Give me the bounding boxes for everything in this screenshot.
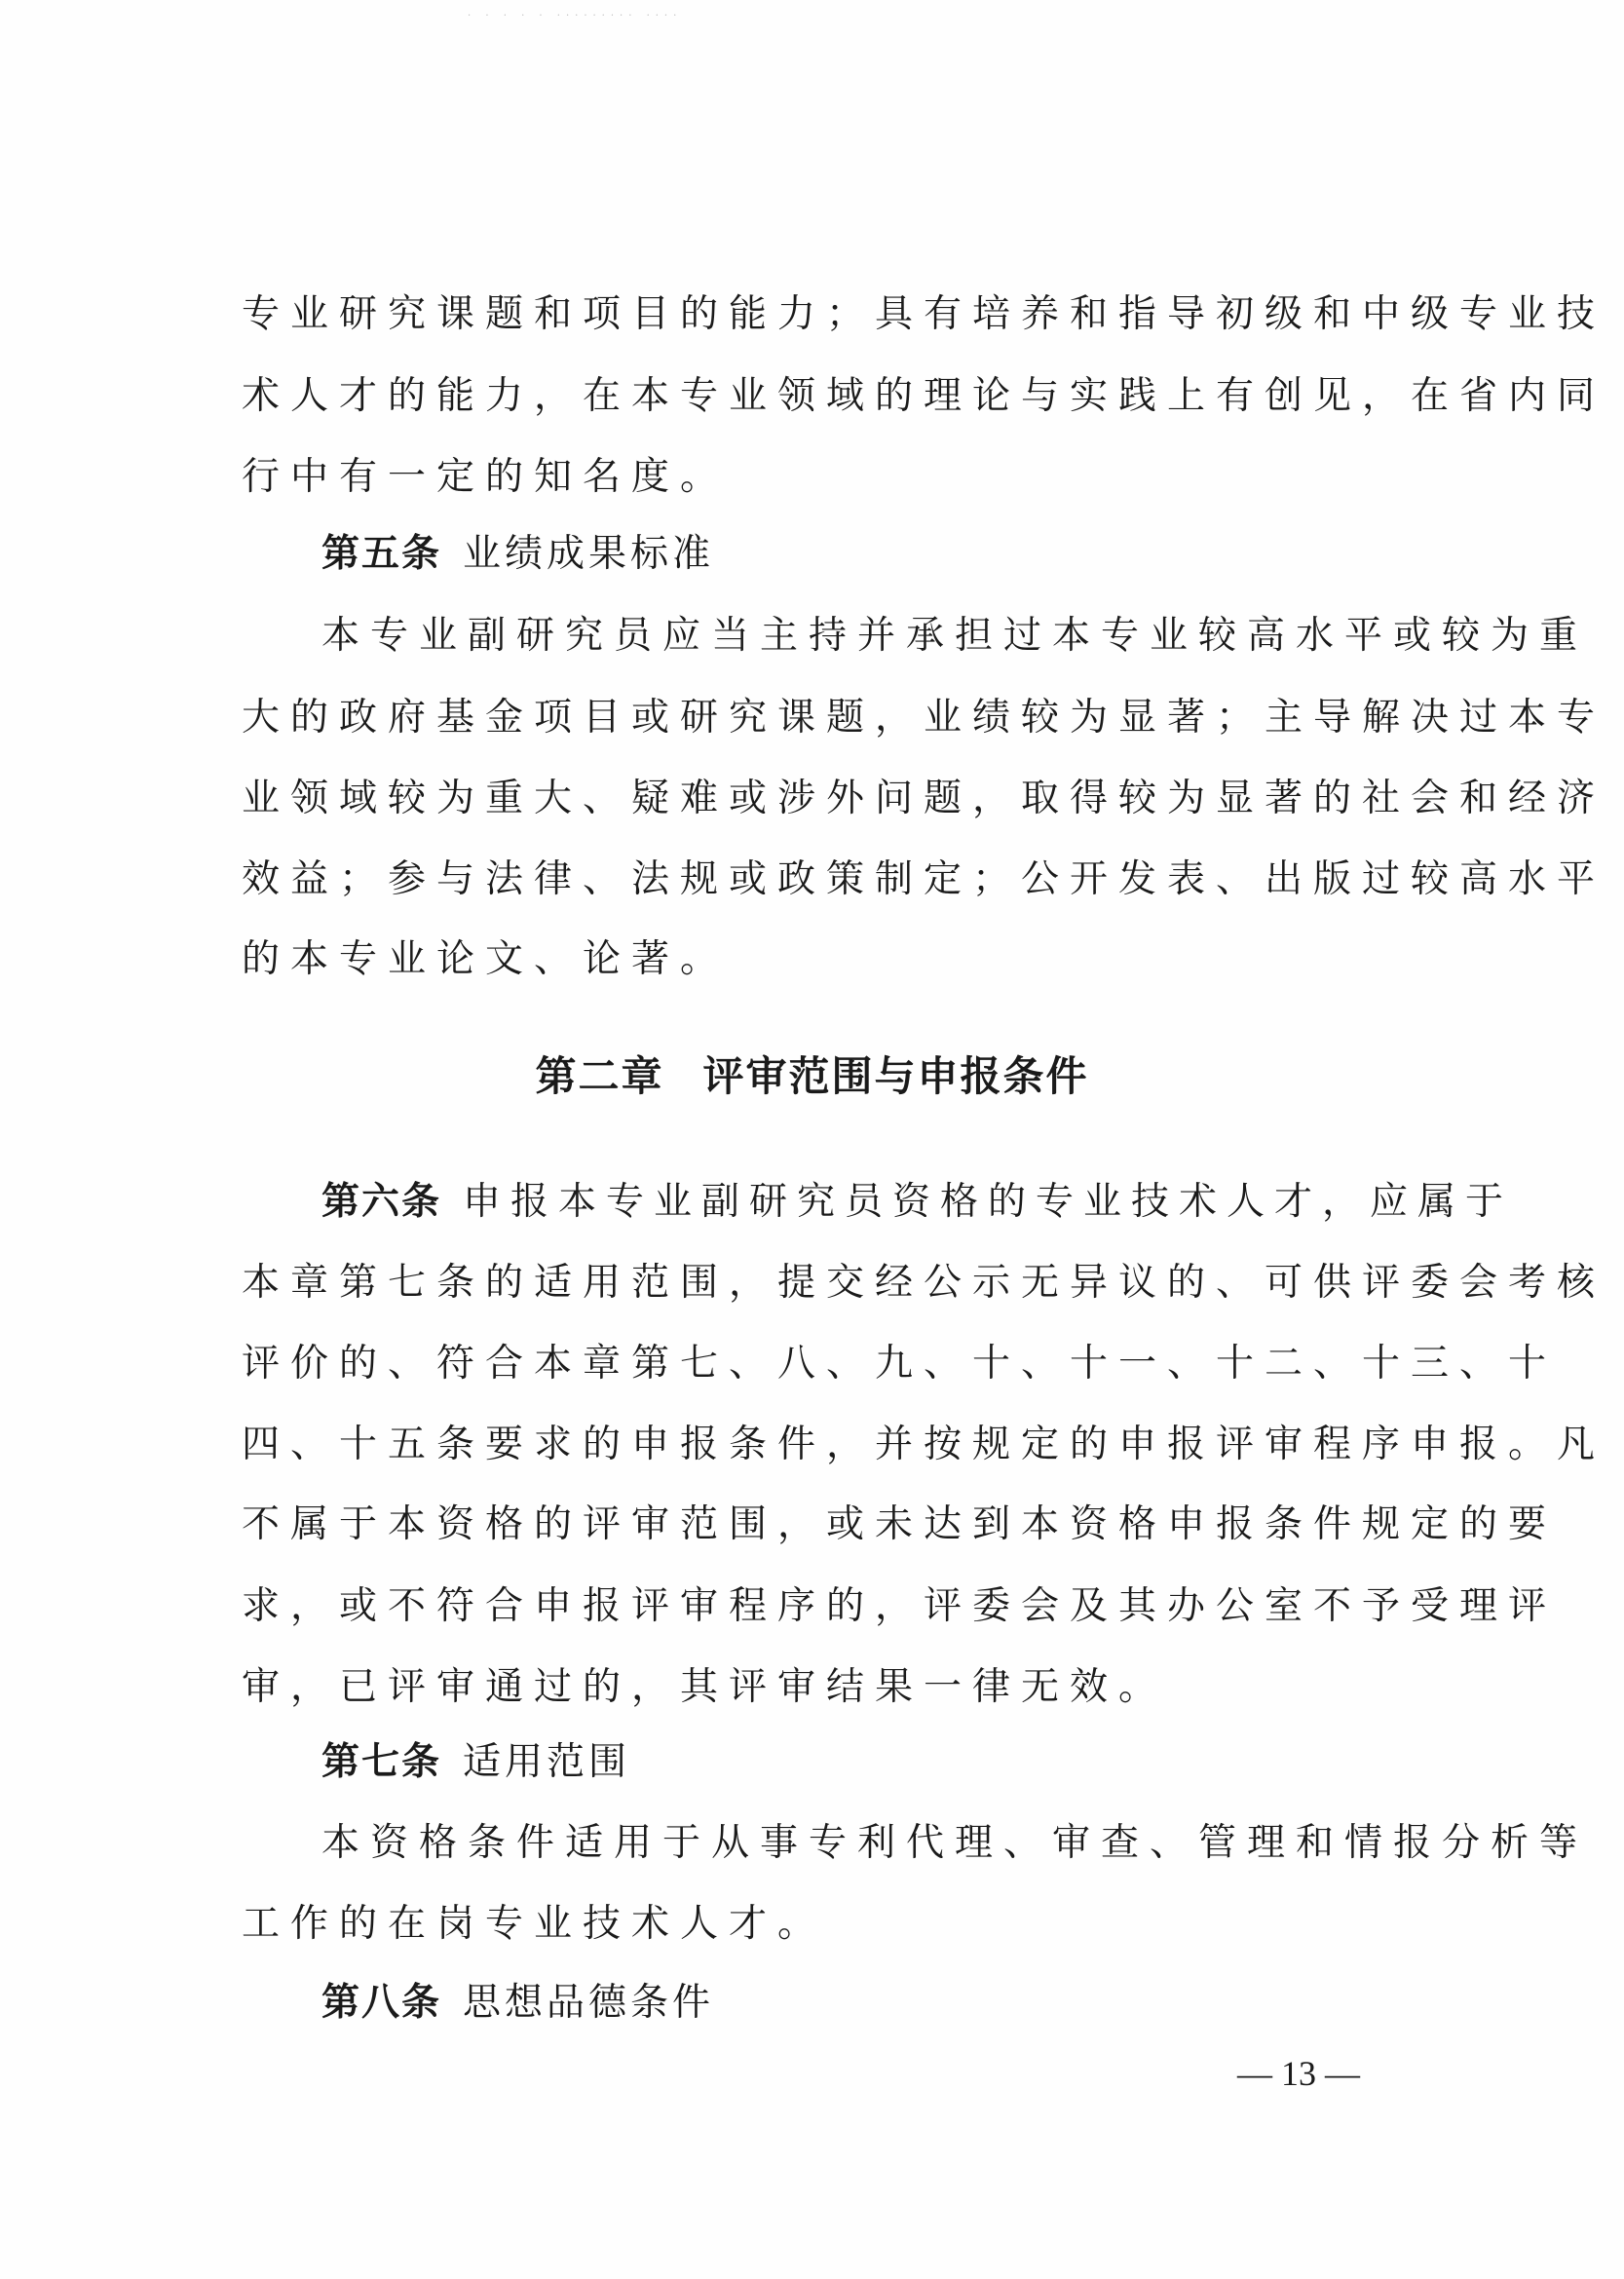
paragraph-line: 术人才的能力，在本专业领域的理论与实践上有创见，在省内同 [242, 374, 1606, 418]
article-6-number: 第六条 [321, 1179, 442, 1224]
article-8-title: 思想品德条件 [463, 1981, 715, 2025]
article-8-number: 第八条 [321, 1980, 442, 2025]
paragraph-line: 本章第七条的适用范围，提交经公示无异议的、可供评委会考核 [242, 1261, 1606, 1305]
chapter-heading [0, 1049, 1624, 1104]
paragraph-line: 大的政府基金项目或研究课题，业绩较为显著；主导解决过本专 [242, 696, 1606, 740]
paragraph-line: 业领域较为重大、疑难或涉外问题，取得较为显著的社会和经济 [242, 777, 1606, 820]
chapter-number: 第二章 [535, 1052, 664, 1100]
paragraph-line: 本专业副研究员应当主持并承担过本专业较高水平或较为重 [321, 614, 1589, 658]
article-5-title: 业绩成果标准 [463, 532, 715, 576]
page-number: — 13 — [1237, 2054, 1360, 2093]
article-6-first-line: 申报本专业副研究员资格的专业技术人才，应属于 [463, 1180, 1514, 1224]
chapter-title: 评审范围与申报条件 [702, 1052, 1089, 1100]
paragraph-line: 效益；参与法律、法规或政策制定；公开发表、出版过较高水平 [242, 857, 1606, 901]
paragraph-line: 评价的、符合本章第七、八、九、十、十一、十二、十三、十 [242, 1342, 1558, 1386]
article-5-number: 第五条 [321, 531, 442, 576]
article-7-heading [321, 1737, 1520, 1787]
article-8-heading [321, 1978, 1520, 2028]
paragraph-line: 的本专业论文、论著。 [242, 937, 730, 981]
paragraph-line: 审，已评审通过的，其评审结果一律无效。 [242, 1665, 1168, 1709]
paragraph-line: 行中有一定的知名度。 [242, 455, 730, 499]
paragraph-line: 求，或不符合申报评审程序的，评委会及其办公室不予受理评 [242, 1584, 1558, 1628]
paragraph-line: 四、十五条要求的申报条件，并按规定的申报评审程序申报。凡 [242, 1423, 1606, 1466]
paragraph-line: 专业研究课题和项目的能力；具有培养和指导初级和中级专业技 [242, 292, 1606, 336]
scan-marks: . . . . . ......... .... [468, 8, 683, 19]
article-5-heading [321, 529, 1520, 579]
paragraph-line: 本资格条件适用于从事专利代理、审查、管理和情报分析等 [321, 1821, 1589, 1865]
article-7-title: 适用范围 [463, 1740, 631, 1784]
article-6-heading [321, 1177, 1520, 1227]
article-7-number: 第七条 [321, 1739, 442, 1784]
paragraph-line: 工作的在岗专业技术人才。 [242, 1902, 827, 1946]
paragraph-line: 不属于本资格的评审范围，或未达到本资格申报条件规定的要 [242, 1502, 1558, 1546]
